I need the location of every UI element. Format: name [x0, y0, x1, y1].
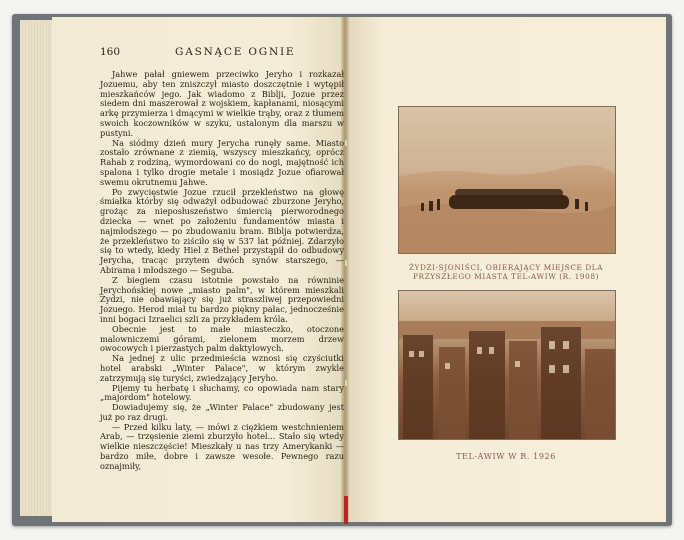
page-edges: [20, 20, 54, 516]
paragraph: Z biegiem czasu istotnie powstało na równinie Jerychońskiej nowe „miasto palm", w którem mieszkali Żydzi, nie obawiający się już straszliwej przepowiedni Jozuego. Herod miał tu bardzo piękny pałac, jednocześnie inni bogaci Izraelici szli za przykładem króla.: [100, 274, 344, 324]
dunes-crowd-illustration: [399, 107, 615, 253]
photo-tel-aviv-city: [398, 290, 616, 440]
page-header: [100, 46, 332, 60]
paragraph: Pijemy tu herbatę i słuchamy, co opowiada nam stary „majordom" hotelowy.: [100, 382, 344, 403]
body-text: [100, 70, 344, 472]
page-number: 160: [100, 46, 121, 58]
binding-thread: [345, 380, 347, 386]
caption-line: PRZYSZŁEGO MIASTA TEL-AWIW (R. 1908): [412, 272, 600, 281]
paragraph: Na jednej z ulic przedmieścia wznosi się czyściutki hotel arabski „Winter Palace", w którym zwykle zatrzymują się turyści, zwiedzający Jeryho.: [100, 353, 344, 383]
caption-line: ŻYDZI-SJONIŚCI, OBIERAJĄCY MIEJSCE DLA: [408, 263, 604, 272]
figure-caption: TEL-AWIW W R. 1926: [456, 452, 556, 461]
figure-caption: [398, 263, 614, 281]
paragraph: Jahwe pałał gniewem przeciwko Jeryho i rozkazał Jozuemu, aby ten zniszczył miasto doszczętnie i wytępił mieszkańców jego. Jak wiadomo z Biblji, Jozue przez siedem dni maszerował z wojskiem, kapłanami, niosącymi arkę przymierza i dmącymi w wielkie trąby, oraz z tłumem swoich koczowników w szyku, ustalonym dla marszu w pustyni.: [100, 69, 344, 138]
paragraph: Na siódmy dzień mury Jerycha runęły same. Miasto zostało zrównane z ziemią, wszyscy mieszkańcy, oprócz Rahab z rodziną, wymordowani co do nogi, majętność ich spalona i tylko drogie metale i mosiądz Jozue ofiarował swemu okrutnemu Jahwe.: [100, 137, 344, 187]
running-title: GASNĄCE OGNIE: [175, 46, 296, 58]
city-illustration: [399, 291, 615, 439]
paragraph: Dowiadujemy się, że „Winter Palace" zbudowany jest już po raz drugi.: [100, 402, 344, 422]
paragraph: Po zwycięstwie Jozue rzucił przekleństwo na głowę śmiałka którby się odważył odbudować zburzone Jeryho, grożąc za nieposłuszeństwo śmiercią pierworodnego dziecka — wnet po założeniu fundamentów miasta i najmłodszego — po zbudowaniu bram. Biblja potwierdza, że przekleństwo to ziściło się w 537 lat później. Zdarzyło się to wtedy, kiedy Hiel z Bethel przystąpił do odbudowy Jerycha, tracąc przytem dwóch synów starszego, — Abirama i młodszego — Seguba.: [100, 186, 344, 275]
binding-thread: [345, 260, 347, 266]
paragraph: — Przed kilku laty, — mówi z ciężkiem westchnieniem Arab, — trzęsienie ziemi zburzyło hotel... Stało się wtedy wielkie nieszczęście! Mieszkały u nas trzy Amerykanki — bardzo miłe, dobre i zawsze wesołe. Pewnego razu oznajmiły,: [100, 421, 344, 471]
binding-thread: [345, 140, 347, 146]
paragraph: Obecnie jest to małe miasteczko, otoczone malowniczemi górami, zielonem morzem drzew owocowych i pierzastych palm daktylowych.: [100, 323, 344, 354]
ribbon-bookmark: [344, 496, 348, 524]
photo-dunes-crowd: [398, 106, 616, 254]
